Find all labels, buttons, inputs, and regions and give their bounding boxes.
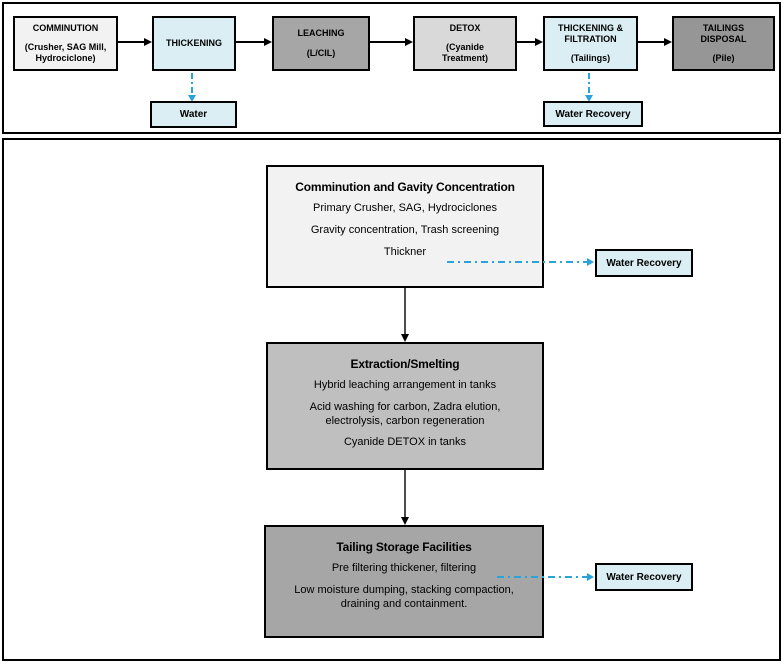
water-recovery-side-label-1: Water Recovery [606,257,682,269]
section-arrowhead-icon [401,334,409,342]
section-line: Low moisture dumping, stacking compaction, draining and containment. [294,583,514,610]
thickening-filtration-box-title: THICKENING & FILTRATION [558,22,623,44]
flow-arrowhead-icon [535,38,543,46]
flow-connector-line [517,41,536,43]
flow-arrowhead-icon [405,38,413,46]
thickening-box [152,16,236,71]
section-heading: Tailing Storage Facilities [336,540,472,554]
filtering-recovery-dashdot-line [497,576,588,578]
leaching-box [272,16,370,71]
flow-arrowhead-icon [264,38,272,46]
water-recovery-top-label: Water Recovery [555,108,631,120]
section-line: Gravity concentration, Trash screening [310,223,500,236]
section-line: Acid washing for carbon, Zadra elution, electrolysis, carbon regeneration [309,400,501,427]
water-box [150,101,237,128]
section-connector-line [404,470,406,517]
section-line: Pre filtering thickener, filtering [331,562,477,574]
tailings-disposal-box-title: TAILINGS DISPOSAL [700,22,747,44]
extraction-smelting-section [266,342,544,470]
flow-connector-line [638,41,665,43]
section-line: Hybrid leaching arrangement in tanks [313,379,497,391]
section-heading: Extraction/Smelting [350,357,460,371]
thickner-recovery-dashdot-line [447,261,588,263]
water-dashdot-line [191,73,193,95]
section-connector-line [404,288,406,334]
comminution-box-title: COMMINUTION [32,22,99,33]
section-line: Primary Crusher, SAG, Hydrociclones [313,202,497,214]
thickening-filtration-box-subtitle: (Tailings) [570,53,611,64]
tailings-disposal-box-subtitle: (Pile) [712,53,735,64]
detox-box-title: DETOX [449,22,481,33]
flow-connector-line [118,41,145,43]
tailing-storage-section [264,525,544,638]
thickening-filtration-box [543,16,638,71]
section-arrowhead-icon [401,517,409,525]
water-recovery-side-box-1 [595,249,693,277]
water-box-label: Water [179,109,208,120]
flow-connector-line [236,41,265,43]
water-recovery-dashdot-line [588,73,590,95]
water-recovery-top-box [543,101,643,127]
flow-connector-line [370,41,406,43]
section-line: Thickner [383,245,427,258]
leaching-box-title: LEACHING [297,28,345,39]
section-heading: Comminution and Gavity Concentration [295,180,515,194]
thickner-recovery-arrowhead-icon [587,258,594,266]
water-recovery-side-label-2: Water Recovery [606,571,682,583]
top-band-frame [2,2,781,134]
detox-box [413,16,517,71]
flow-arrowhead-icon [664,38,672,46]
thickening-box-title: THICKENING [166,37,222,48]
flow-arrowhead-icon [144,38,152,46]
comminution-box [13,16,118,71]
water-recovery-side-box-2 [595,563,693,591]
leaching-box-subtitle: (L/CIL) [306,47,336,58]
comminution-box-subtitle: (Crusher, SAG Mill, Hydrociclone) [24,41,107,64]
tailings-disposal-box [672,16,775,71]
filtering-recovery-arrowhead-icon [587,573,594,581]
detox-box-subtitle: (Cyanide Treatment) [441,41,488,64]
section-line: Cyanide DETOX in tanks [343,436,467,449]
comminution-gravity-section [266,165,544,288]
